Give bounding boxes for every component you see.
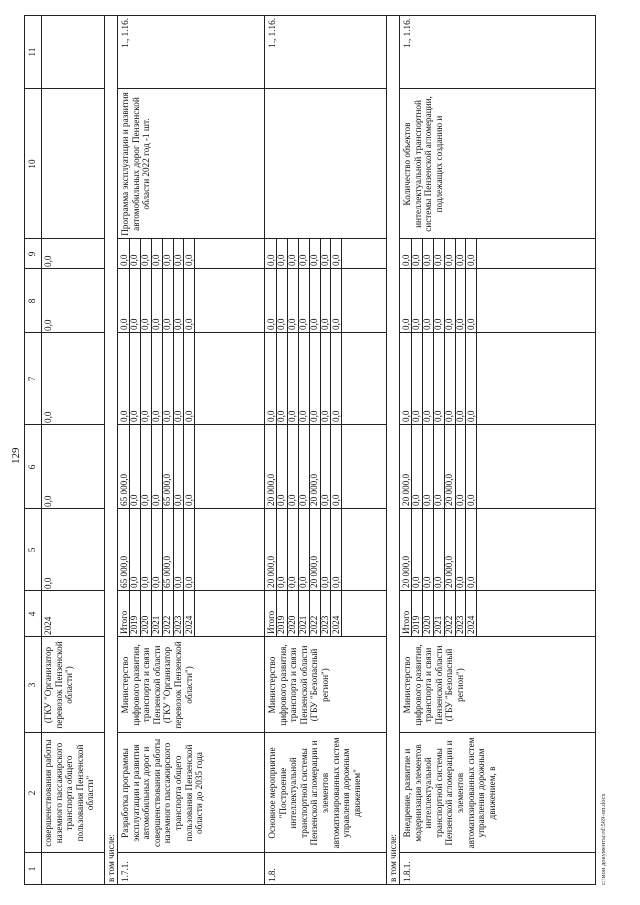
column-divider xyxy=(400,636,595,637)
value-col8-cell: 0,0 xyxy=(118,318,129,330)
row-divider xyxy=(386,15,387,885)
cont-year: 2024 xyxy=(43,616,53,635)
row-description: Основное мероприятие "Построение интеллектуальной транспортной системы Пензенской агломерации и элементов автоматизированных систем управления дорожным движением" xyxy=(267,737,362,849)
column-divider xyxy=(118,88,264,89)
column-divider xyxy=(24,636,104,637)
value-col8-cell: 0,0 xyxy=(276,318,287,330)
value-col9-cell: 0,0 xyxy=(455,254,465,266)
total-value-cell: 0,0 xyxy=(151,576,162,588)
value-col6-cell: 65 000,0 xyxy=(162,473,173,506)
value-col8-cell: 0,0 xyxy=(265,318,276,330)
total-value-cell: 65 000,0 xyxy=(118,555,129,588)
row-indicator: Программа эксплуатации и развития автомобильных дорог Пензенской области 2022 год -1 шт. xyxy=(120,92,152,236)
column-divider xyxy=(400,424,595,425)
column-divider xyxy=(118,732,264,733)
value-col7-cell: 0,0 xyxy=(465,410,476,422)
value-col9-cell: 0,0 xyxy=(330,254,341,266)
value-col9-cell: 0,0 xyxy=(465,254,476,266)
value-col8-cell: 0,0 xyxy=(422,318,433,330)
header-col-10: 10 xyxy=(27,159,37,169)
year-cell: Итого xyxy=(265,610,276,634)
year-cell: 2021 xyxy=(433,615,444,634)
in-that-number-label: в том числе: xyxy=(388,834,398,882)
column-divider xyxy=(400,332,595,333)
column-divider xyxy=(265,852,386,853)
header-col-7: 7 xyxy=(27,376,37,382)
total-value-cell: 0,0 xyxy=(330,576,341,588)
year-cell: 2020 xyxy=(422,615,433,634)
sub-row-divider xyxy=(341,239,342,637)
year-cell: Итого xyxy=(400,610,411,634)
row-reference: 1., 1.16. xyxy=(120,18,130,48)
value-col6-cell: 20 000,0 xyxy=(444,473,455,506)
total-value-cell: 0,0 xyxy=(455,576,465,588)
value-col9-cell: 0,0 xyxy=(320,254,330,266)
value-col9-cell: 0,0 xyxy=(129,254,140,266)
row-indicator xyxy=(267,92,385,236)
total-value-cell: 20 000,0 xyxy=(444,555,455,588)
value-col7-cell: 0,0 xyxy=(411,410,422,422)
row-reference: 1., 1.16. xyxy=(267,18,277,48)
column-divider xyxy=(24,508,104,509)
value-col9-cell: 0,0 xyxy=(265,254,276,266)
column-divider xyxy=(400,732,595,733)
value-col8-cell: 0,0 xyxy=(400,318,411,330)
table-border-top xyxy=(24,15,25,885)
value-col6-cell: 0,0 xyxy=(433,494,444,506)
value-col6-cell: 65 000,0 xyxy=(118,473,129,506)
value-col8-cell: 0,0 xyxy=(287,318,298,330)
total-value-cell: 0,0 xyxy=(173,576,183,588)
year-cell: 2022 xyxy=(444,615,455,634)
column-divider xyxy=(24,238,104,239)
header-col-4: 4 xyxy=(27,611,37,617)
column-divider xyxy=(265,332,386,333)
total-value-cell: 0,0 xyxy=(411,576,422,588)
value-col9-cell: 0,0 xyxy=(422,254,433,266)
value-col9-cell: 0,0 xyxy=(287,254,298,266)
row-indicator: Количество объектов интеллектуальной транспортной системы Пензенской агломерации, подлежащих созданию и xyxy=(402,96,444,232)
value-col8-cell: 0,0 xyxy=(298,318,309,330)
value-col6-cell: 0,0 xyxy=(183,494,194,506)
cont-executor: (ГКУ "Организатор перевозок Пензенской области") xyxy=(43,641,75,729)
value-col9-cell: 0,0 xyxy=(276,254,287,266)
value-col6-cell: 0,0 xyxy=(320,494,330,506)
column-divider xyxy=(24,268,104,269)
cont-col8: 0,0 xyxy=(43,319,53,331)
value-col8-cell: 0,0 xyxy=(183,318,194,330)
total-value-cell: 0,0 xyxy=(320,576,330,588)
year-cell: Итого xyxy=(118,610,129,634)
column-divider xyxy=(400,238,595,239)
value-col9-cell: 0,0 xyxy=(140,254,151,266)
year-cell: 2022 xyxy=(309,615,320,634)
total-value-cell: 0,0 xyxy=(465,576,476,588)
column-divider xyxy=(265,268,386,269)
column-divider xyxy=(24,88,104,89)
value-col8-cell: 0,0 xyxy=(465,318,476,330)
value-col7-cell: 0,0 xyxy=(118,410,129,422)
value-col7-cell: 0,0 xyxy=(183,410,194,422)
header-col-5: 5 xyxy=(27,547,37,553)
column-divider xyxy=(24,424,104,425)
value-col6-cell: 0,0 xyxy=(276,494,287,506)
column-divider xyxy=(400,852,595,853)
value-col8-cell: 0,0 xyxy=(129,318,140,330)
table-border-bottom xyxy=(595,15,596,885)
value-col7-cell: 0,0 xyxy=(265,410,276,422)
year-cell: 2023 xyxy=(455,615,465,634)
year-cell: 2024 xyxy=(183,615,194,634)
column-divider xyxy=(265,238,386,239)
year-cell: 2020 xyxy=(287,615,298,634)
value-col6-cell: 0,0 xyxy=(330,494,341,506)
value-col6-cell: 20 000,0 xyxy=(309,473,320,506)
year-cell: 2023 xyxy=(320,615,330,634)
total-value-cell: 65 000,0 xyxy=(162,555,173,588)
row-executor: Министерство цифрового развития, транспорта и связи Пензенской области (ГКУ "Организатор перевозок Пензенской области") xyxy=(120,641,194,729)
total-value-cell: 20 000,0 xyxy=(265,555,276,588)
year-cell: 2019 xyxy=(129,615,140,634)
total-value-cell: 0,0 xyxy=(298,576,309,588)
value-col6-cell: 0,0 xyxy=(422,494,433,506)
value-col7-cell: 0,0 xyxy=(455,410,465,422)
header-col-9: 9 xyxy=(27,251,37,257)
year-cell: 2022 xyxy=(162,615,173,634)
row-number: 1.7.1. xyxy=(120,861,130,882)
column-divider xyxy=(24,590,104,591)
value-col7-cell: 0,0 xyxy=(287,410,298,422)
column-divider xyxy=(400,590,595,591)
value-col6-cell: 0,0 xyxy=(411,494,422,506)
total-value-cell: 0,0 xyxy=(433,576,444,588)
value-col9-cell: 0,0 xyxy=(183,254,194,266)
year-cell: 2024 xyxy=(330,615,341,634)
value-col7-cell: 0,0 xyxy=(422,410,433,422)
column-divider xyxy=(265,732,386,733)
value-col9-cell: 0,0 xyxy=(298,254,309,266)
value-col8-cell: 0,0 xyxy=(173,318,183,330)
value-col9-cell: 0,0 xyxy=(411,254,422,266)
total-value-cell: 20 000,0 xyxy=(400,555,411,588)
value-col6-cell: 0,0 xyxy=(455,494,465,506)
page-number: 129 xyxy=(10,447,22,464)
value-col6-cell: 0,0 xyxy=(129,494,140,506)
value-col8-cell: 0,0 xyxy=(320,318,330,330)
total-value-cell: 20 000,0 xyxy=(309,555,320,588)
column-divider xyxy=(265,424,386,425)
value-col8-cell: 0,0 xyxy=(411,318,422,330)
year-cell: 2019 xyxy=(276,615,287,634)
sub-row-divider xyxy=(194,239,195,637)
table-border-right xyxy=(24,15,596,16)
column-divider xyxy=(118,852,264,853)
cont-col9: 0,0 xyxy=(43,255,53,267)
value-col9-cell: 0,0 xyxy=(162,254,173,266)
header-col-2: 2 xyxy=(27,790,37,796)
column-divider xyxy=(265,636,386,637)
column-divider xyxy=(24,332,104,333)
header-col-8: 8 xyxy=(27,298,37,304)
column-divider xyxy=(400,88,595,89)
value-col6-cell: 0,0 xyxy=(287,494,298,506)
total-value-cell: 0,0 xyxy=(183,576,194,588)
cont-col6: 0,0 xyxy=(43,495,53,507)
row-description: Внедрение, развитие и модернизация элементов интеллектуальной транспортной системы Пензенской агломерации и элементов автоматизированных систем управления дорожным движением, в xyxy=(402,737,497,849)
value-col9-cell: 0,0 xyxy=(151,254,162,266)
cont-col5: 0,0 xyxy=(43,577,53,589)
row-executor: Министерство цифрового развития, транспорта и связи Пензенской области (ГБУ "Безопасный регион") xyxy=(267,644,330,726)
value-col7-cell: 0,0 xyxy=(162,410,173,422)
value-col8-cell: 0,0 xyxy=(309,318,320,330)
in-that-number-label: в том числе: xyxy=(106,834,116,882)
header-col-11: 11 xyxy=(27,47,37,57)
value-col8-cell: 0,0 xyxy=(151,318,162,330)
row-reference: 1., 1.16. xyxy=(402,18,412,48)
value-col7-cell: 0,0 xyxy=(140,410,151,422)
value-col8-cell: 0,0 xyxy=(433,318,444,330)
value-col7-cell: 0,0 xyxy=(309,410,320,422)
value-col7-cell: 0,0 xyxy=(173,410,183,422)
value-col6-cell: 0,0 xyxy=(465,494,476,506)
column-divider xyxy=(400,508,595,509)
total-value-cell: 0,0 xyxy=(129,576,140,588)
year-cell: 2021 xyxy=(151,615,162,634)
value-col7-cell: 0,0 xyxy=(298,410,309,422)
value-col9-cell: 0,0 xyxy=(444,254,455,266)
value-col8-cell: 0,0 xyxy=(444,318,455,330)
value-col8-cell: 0,0 xyxy=(140,318,151,330)
table-border-left xyxy=(24,884,596,885)
value-col8-cell: 0,0 xyxy=(455,318,465,330)
footer-path: c:\мои документы\rd\569-пп.docx xyxy=(600,793,607,885)
header-col-6: 6 xyxy=(27,464,37,470)
total-value-cell: 0,0 xyxy=(422,576,433,588)
value-col9-cell: 0,0 xyxy=(433,254,444,266)
column-divider xyxy=(24,732,104,733)
year-cell: 2021 xyxy=(298,615,309,634)
value-col9-cell: 0,0 xyxy=(118,254,129,266)
total-value-cell: 0,0 xyxy=(287,576,298,588)
year-cell: 2020 xyxy=(140,615,151,634)
value-col9-cell: 0,0 xyxy=(309,254,320,266)
program-table xyxy=(24,15,596,885)
row-description: Разработка программы эксплуатации и развития автомобильных дорог и совершенствовании работы наземного пассажирского транспорта общего пользования Пензенской области до 2035 года xyxy=(120,739,205,848)
value-col7-cell: 0,0 xyxy=(151,410,162,422)
row-divider xyxy=(104,15,105,885)
value-col9-cell: 0,0 xyxy=(173,254,183,266)
column-divider xyxy=(24,852,104,853)
column-divider xyxy=(265,590,386,591)
header-col-3: 3 xyxy=(27,682,37,688)
cont-col7: 0,0 xyxy=(43,411,53,423)
value-col7-cell: 0,0 xyxy=(330,410,341,422)
year-cell: 2023 xyxy=(173,615,183,634)
year-cell: 2024 xyxy=(465,615,476,634)
value-col6-cell: 0,0 xyxy=(298,494,309,506)
total-value-cell: 0,0 xyxy=(276,576,287,588)
value-col7-cell: 0,0 xyxy=(129,410,140,422)
value-col8-cell: 0,0 xyxy=(162,318,173,330)
header-divider xyxy=(41,15,42,885)
column-divider xyxy=(265,508,386,509)
value-col7-cell: 0,0 xyxy=(444,410,455,422)
value-col7-cell: 0,0 xyxy=(320,410,330,422)
value-col9-cell: 0,0 xyxy=(400,254,411,266)
value-col6-cell: 20 000,0 xyxy=(265,473,276,506)
value-col6-cell: 0,0 xyxy=(140,494,151,506)
value-col6-cell: 0,0 xyxy=(173,494,183,506)
value-col7-cell: 0,0 xyxy=(400,410,411,422)
value-col6-cell: 20 000,0 xyxy=(400,473,411,506)
year-cell: 2019 xyxy=(411,615,422,634)
row-number: 1.8. xyxy=(267,868,277,882)
value-col7-cell: 0,0 xyxy=(433,410,444,422)
row-number: 1.8.1. xyxy=(402,861,412,882)
cont-description: совершенствования работы наземного пассажирского транспорта общего пользования Пензенской области" xyxy=(43,739,96,847)
value-col6-cell: 0,0 xyxy=(151,494,162,506)
value-col8-cell: 0,0 xyxy=(330,318,341,330)
row-executor: Министерство цифрового развития, транспорта и связи Пензенской области (ГБУ "Безопасный регион") xyxy=(402,644,465,726)
header-col-1: 1 xyxy=(27,866,37,872)
column-divider xyxy=(265,88,386,89)
sub-row-divider xyxy=(476,239,477,637)
total-value-cell: 0,0 xyxy=(140,576,151,588)
column-divider xyxy=(400,268,595,269)
value-col7-cell: 0,0 xyxy=(276,410,287,422)
